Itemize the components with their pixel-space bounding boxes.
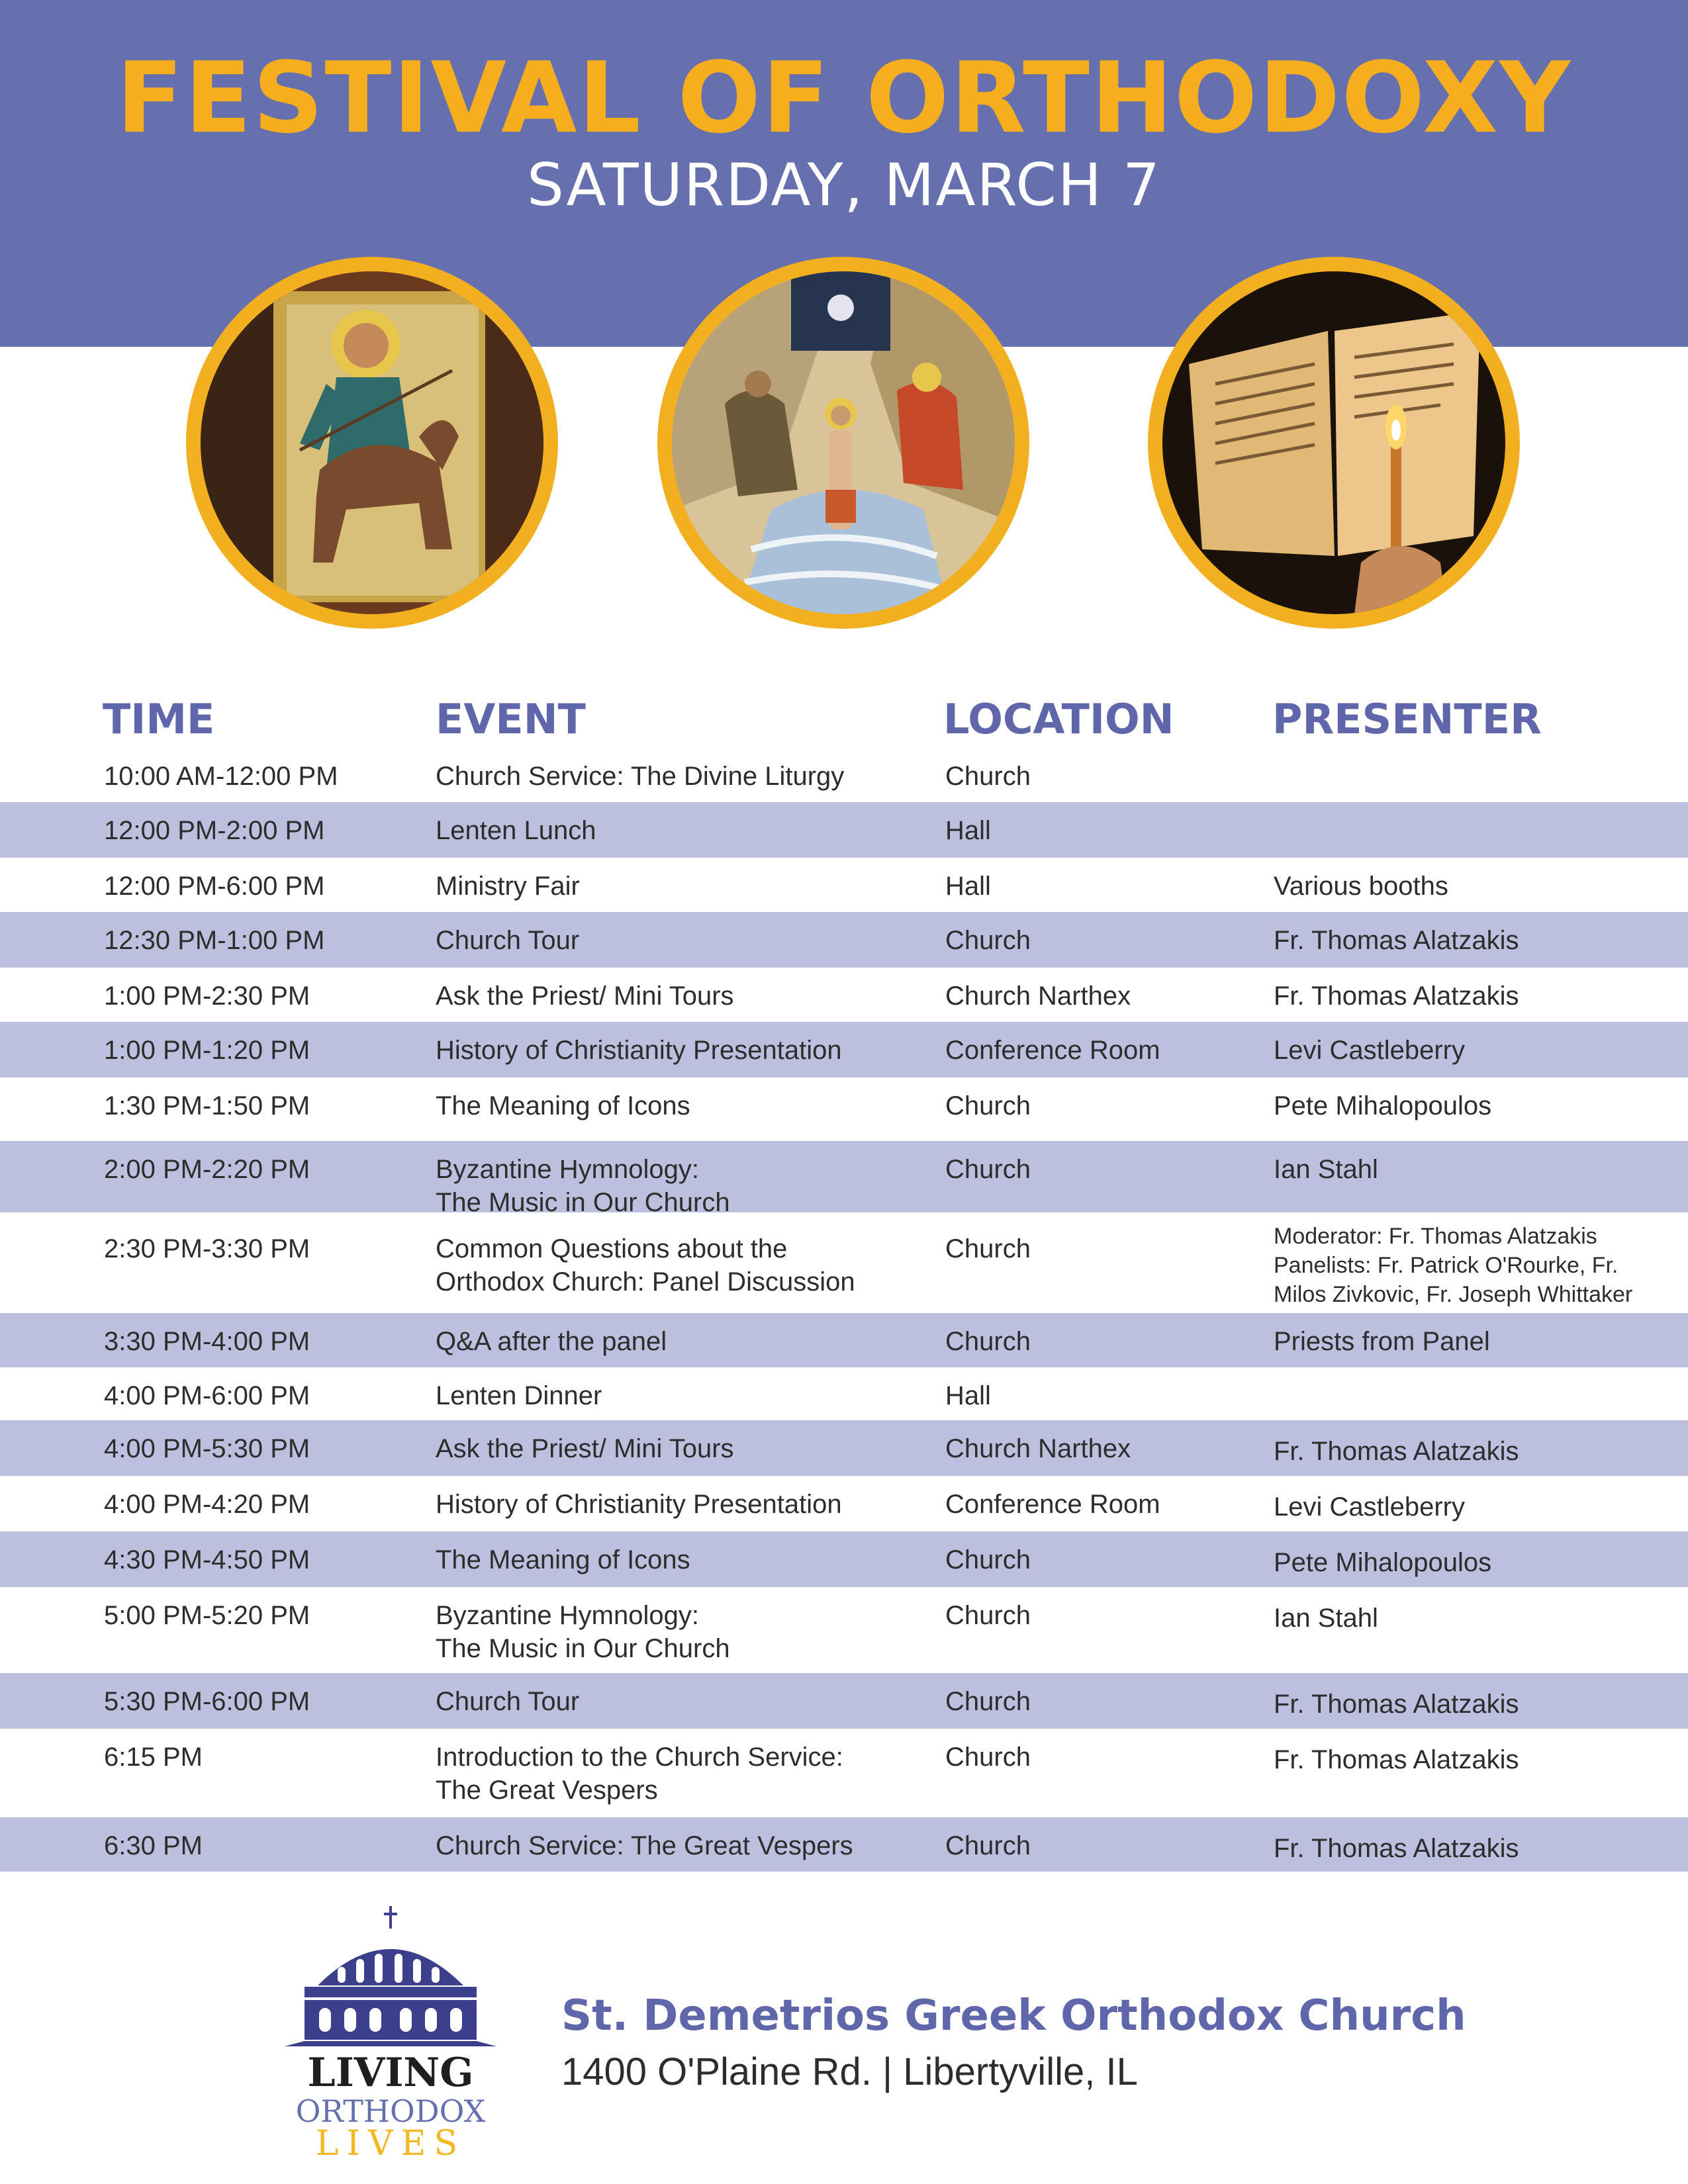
row-presenter: Levi Castleberry: [1274, 1492, 1466, 1522]
row-event: Introduction to the Church Service: The Great Vespers: [436, 1743, 843, 1805]
row-location: Church: [945, 1601, 1031, 1630]
row-presenter: Levi Castleberry: [1274, 1036, 1466, 1065]
row-time: 4:30 PM-4:50 PM: [104, 1545, 310, 1574]
row-event: Church Tour: [436, 926, 580, 955]
row-event: Church Tour: [436, 1687, 580, 1716]
logo-line-2: ORTHODOX: [295, 2093, 486, 2129]
row-location: Church: [945, 1687, 1031, 1716]
row-location: Church: [945, 1234, 1031, 1263]
row-event: Lenten Lunch: [436, 816, 596, 845]
row-time: 1:30 PM-1:50 PM: [104, 1091, 310, 1120]
row-location: Church: [945, 1155, 1031, 1184]
row-location: Hall: [945, 1381, 991, 1410]
table-row: [0, 1673, 1688, 1729]
row-event: Byzantine Hymnology: The Music in Our Church: [436, 1155, 730, 1217]
table-row: [0, 748, 1688, 802]
row-presenter: Fr. Thomas Alatzakis: [1274, 1834, 1519, 1863]
row-event: Ask the Priest/ Mini Tours: [436, 1434, 734, 1463]
table-row: [0, 1367, 1688, 1420]
row-location: Church: [945, 1545, 1031, 1574]
row-presenter: Fr. Thomas Alatzakis: [1274, 1437, 1519, 1466]
row-event: Church Service: The Great Vespers: [436, 1831, 853, 1860]
row-event: Ask the Priest/ Mini Tours: [436, 981, 734, 1011]
row-presenter: Fr. Thomas Alatzakis: [1274, 981, 1519, 1011]
row-event: History of Christianity Presentation: [436, 1490, 842, 1519]
row-time: 2:00 PM-2:20 PM: [104, 1155, 310, 1184]
column-header-presenter: PRESENTER: [1272, 695, 1542, 743]
church-name: St. Demetrios Greek Orthodox Church: [561, 1991, 1466, 2040]
table-row: [0, 802, 1688, 858]
page-title: FESTIVAL OF ORTHODOXY: [116, 41, 1572, 155]
row-time: 4:00 PM-5:30 PM: [104, 1434, 310, 1463]
table-row: [0, 858, 1688, 912]
row-event: The Meaning of Icons: [436, 1545, 690, 1574]
row-time: 2:30 PM-3:30 PM: [104, 1234, 310, 1263]
row-event: Lenten Dinner: [436, 1381, 602, 1410]
table-row: [0, 1587, 1688, 1673]
row-time: 3:30 PM-4:00 PM: [104, 1327, 310, 1356]
row-location: Church: [945, 1327, 1031, 1356]
row-event: Common Questions about the Orthodox Church: Panel Discussion: [436, 1234, 855, 1297]
column-header-location: LOCATION: [943, 695, 1174, 743]
row-time: 6:30 PM: [104, 1831, 203, 1860]
row-time: 10:00 AM-12:00 PM: [104, 762, 338, 791]
row-presenter: Priests from Panel: [1274, 1327, 1490, 1356]
row-location: Church: [945, 1743, 1031, 1772]
column-header-event: EVENT: [436, 695, 586, 743]
row-event: Ministry Fair: [436, 872, 580, 901]
table-row: [0, 1212, 1688, 1313]
table-row: [0, 1022, 1688, 1077]
row-location: Church: [945, 1831, 1031, 1860]
baptism-icon-image: [657, 257, 1029, 629]
prayer-book-candle-image: [1148, 257, 1520, 629]
row-location: Church Narthex: [945, 1434, 1131, 1463]
row-presenter: Pete Mihalopoulos: [1274, 1091, 1492, 1120]
row-time: 12:00 PM-6:00 PM: [104, 872, 325, 901]
row-presenter: Pete Mihalopoulos: [1274, 1548, 1492, 1577]
table-row: [0, 1531, 1688, 1587]
row-presenter: Moderator: Fr. Thomas Alatzakis Panelists: Fr. Patrick O'Rourke, Fr. Milos Zivkovic, Fr. Joseph Whittaker: [1274, 1224, 1633, 1307]
row-location: Church: [945, 762, 1031, 791]
row-presenter: Ian Stahl: [1274, 1604, 1378, 1633]
row-time: 6:15 PM: [104, 1743, 203, 1772]
row-location: Church: [945, 926, 1031, 955]
row-location: Hall: [945, 872, 991, 901]
row-time: 12:00 PM-2:00 PM: [104, 816, 325, 845]
table-row: [0, 1817, 1688, 1872]
row-time: 5:30 PM-6:00 PM: [104, 1687, 310, 1716]
row-presenter: Fr. Thomas Alatzakis: [1274, 926, 1519, 955]
row-event: The Meaning of Icons: [436, 1091, 690, 1120]
row-time: 4:00 PM-6:00 PM: [104, 1381, 310, 1410]
church-address: 1400 O'Plaine Rd. | Libertyville, IL: [561, 2050, 1138, 2093]
row-time: 4:00 PM-4:20 PM: [104, 1490, 310, 1519]
row-presenter: Ian Stahl: [1274, 1155, 1378, 1184]
table-row: [0, 1420, 1688, 1476]
row-presenter: Fr. Thomas Alatzakis: [1274, 1745, 1519, 1774]
church-dome-icon: [285, 1906, 496, 2046]
row-location: Church: [945, 1091, 1031, 1120]
row-time: 5:00 PM-5:20 PM: [104, 1601, 310, 1630]
column-header-time: TIME: [103, 695, 215, 743]
row-location: Hall: [945, 816, 991, 845]
living-orthodox-lives-logo: [278, 1906, 503, 2158]
row-presenter: Various booths: [1274, 872, 1448, 901]
row-event: Byzantine Hymnology: The Music in Our Church: [436, 1601, 730, 1663]
row-location: Conference Room: [945, 1036, 1160, 1065]
row-presenter: Fr. Thomas Alatzakis: [1274, 1690, 1519, 1719]
table-row: [0, 1476, 1688, 1531]
row-time: 12:30 PM-1:00 PM: [104, 926, 325, 955]
logo-line-1: LIVING: [307, 2050, 474, 2096]
row-event: Church Service: The Divine Liturgy: [436, 762, 845, 791]
row-time: 1:00 PM-1:20 PM: [104, 1036, 310, 1065]
row-location: Church Narthex: [945, 981, 1131, 1011]
table-row: [0, 1141, 1688, 1217]
logo-line-3: LIVES: [315, 2124, 466, 2158]
event-date: SATURDAY, MARCH 7: [527, 151, 1161, 219]
table-row: [0, 1729, 1688, 1817]
row-event: Q&A after the panel: [436, 1327, 667, 1356]
table-row: [0, 1077, 1688, 1141]
st-demetrios-icon-image: [186, 257, 558, 629]
table-row: [0, 1313, 1688, 1367]
table-row: [0, 968, 1688, 1022]
row-location: Conference Room: [945, 1490, 1160, 1519]
table-row: [0, 912, 1688, 968]
row-event: History of Christianity Presentation: [436, 1036, 842, 1065]
row-time: 1:00 PM-2:30 PM: [104, 981, 310, 1011]
